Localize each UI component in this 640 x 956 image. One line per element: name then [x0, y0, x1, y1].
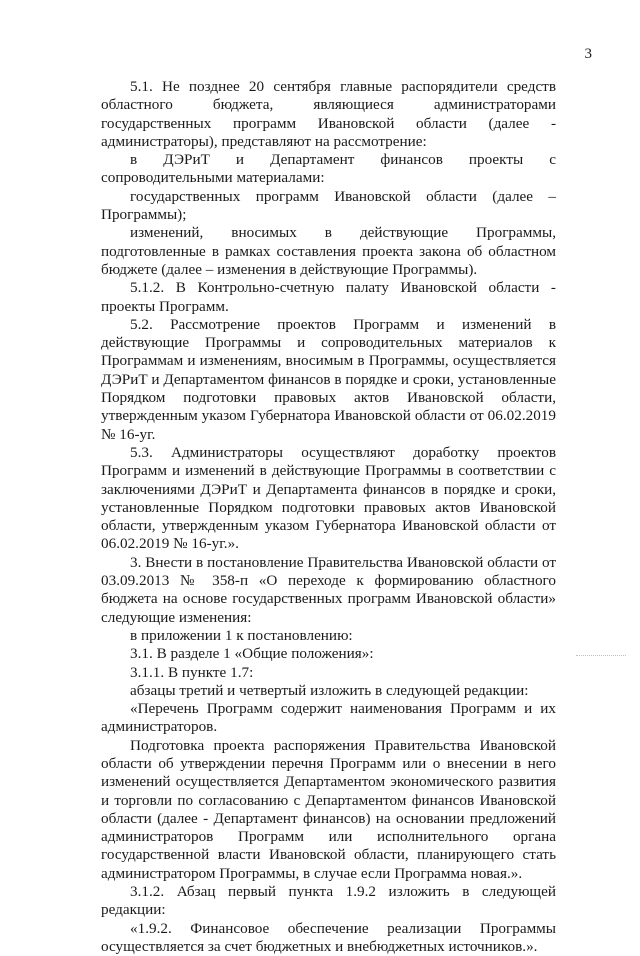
paragraph-state-programs: государственных программ Ивановской области (далее – Программы); — [101, 187, 556, 224]
paragraph-5-3: 5.3. Администраторы осуществляют доработку проектов Программ и изменений в действующие Программы в соответствии с заключениями ДЭРиТ и Департамента финансов в порядке и сроки, установленные Порядком подготовки правовых актов Ивановской области, утвержденным указом Губернатора Ивановской области от 06.02.2019 № 16-уг.». — [101, 443, 556, 553]
paragraph-3: 3. Внести в постановление Правительства Ивановской области от 03.09.2013 № 358-п «О переходе к формированию областного бюджета на основе государственных программ Ивановской области» следующие изменения: — [101, 553, 556, 626]
paragraph-abzatsy: абзацы третий и четвертый изложить в следующей редакции: — [130, 681, 529, 699]
paragraph-program-list: «Перечень Программ содержит наименования Программ и их администраторов. — [101, 700, 556, 736]
paragraph-appendix-1: в приложении 1 к постановлению: — [130, 626, 353, 644]
paragraph-preparation: Подготовка проекта распоряжения Правительства Ивановской области об утверждении перечня Программ или о внесении в него изменений осуществляется Департаментом экономического развития и торговли по согласованию с Департаментом финансов Ивановской области (далее - Департамент финансов) на основании предложений администраторов Программ или исполнительного органа государственной власти Ивановской области, планирующего стать администратором Программы, в случае если Программа новая.». — [101, 736, 556, 882]
paragraph-program-changes: изменений, вносимых в действующие Программы, подготовленные в рамках составления проекта закона об областном бюджете (далее – изменения в действующие Программы). — [101, 224, 556, 278]
paragraph-derit-materials: в ДЭРиТ и Департамент финансов проекты с сопроводительными материалами: — [101, 151, 556, 187]
paragraph-3-1-2: 3.1.2. Абзац первый пункта 1.9.2 изложить в следующей редакции: — [101, 883, 556, 919]
paragraph-3-1: 3.1. В разделе 1 «Общие положения»: — [130, 645, 374, 663]
paragraph-1-9-2: «1.9.2. Финансовое обеспечение реализации Программы осуществляется за счет бюджетных и внебюджетных источников.». — [101, 919, 556, 955]
paragraph-5-2: 5.2. Рассмотрение проектов Программ и изменений в действующие Программы и сопроводительных материалов к Программам и изменениям, вносимым в Программы, осуществляется ДЭРиТ и Департаментом финансов в порядке и сроки, установленные Порядком подготовки правовых актов Ивановской области, утвержденным указом Губернатора Ивановской области от 06.02.2019 № 16-уг. — [101, 315, 556, 443]
margin-scan-mark — [576, 655, 626, 657]
paragraph-5-1-2: 5.1.2. В Контрольно-счетную палату Ивановской области - проекты Программ. — [101, 279, 556, 315]
document-body — [101, 78, 556, 956]
paragraph-5-1: 5.1. Не позднее 20 сентября главные распорядители средств областного бюджета, являющиеся администраторами государственных программ Ивановской области (далее - администраторы), представляют на рассмотрение: — [101, 78, 556, 150]
page-number: 3 — [584, 46, 592, 62]
paragraph-3-1-1: 3.1.1. В пункте 1.7: — [130, 663, 254, 681]
